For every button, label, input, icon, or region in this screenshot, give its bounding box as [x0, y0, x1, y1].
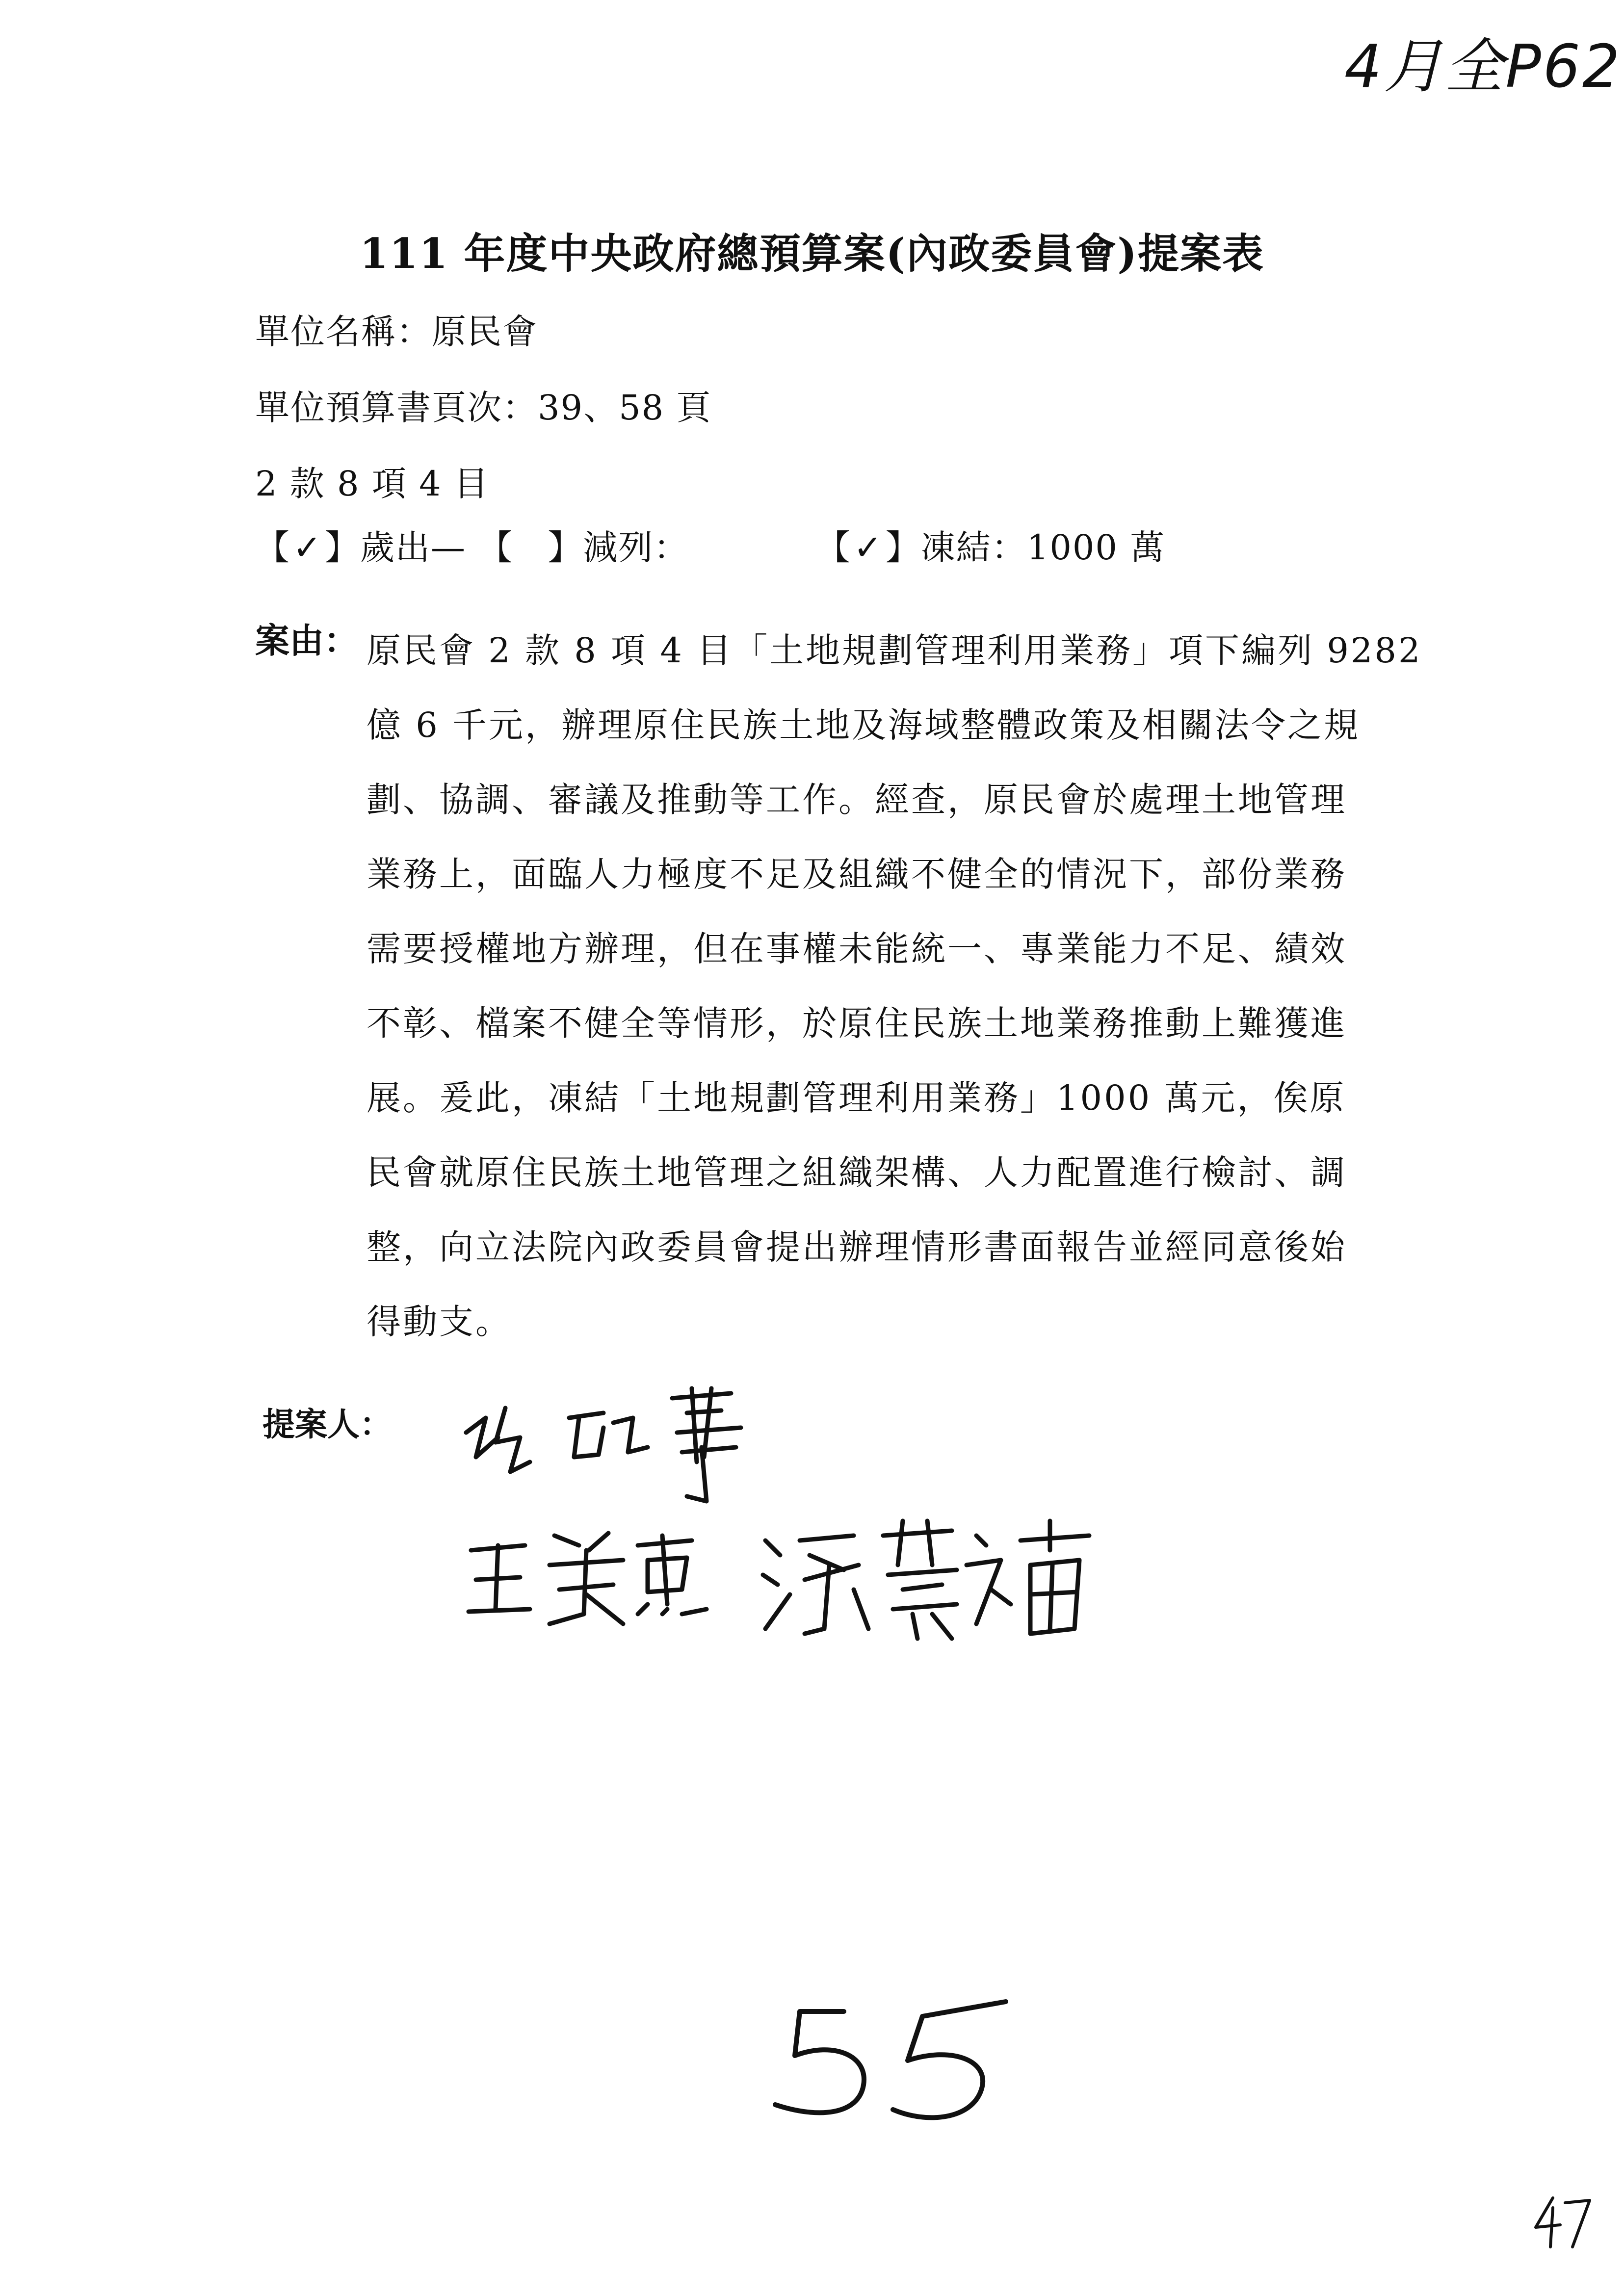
reason-line: 民會就原住民族土地管理之組織架構、人力配置進行檢討、調 — [367, 1152, 1347, 1193]
signature-2 — [461, 1516, 716, 1634]
freeze-label: 凍結：1000 萬 — [920, 527, 1166, 568]
reduce-option: 【 】減列： — [478, 527, 689, 568]
reason-line: 業務上，面臨人力極度不足及組織不健全的情況下，部份業務 — [367, 854, 1347, 894]
reason-label: 案由： — [255, 620, 358, 661]
reason-line: 原民會 2 款 8 項 4 目「土地規劃管理利用業務」項下編列 9282 — [367, 630, 1422, 671]
reason-line: 不彰、檔案不健全等情形，於原住民族土地業務推動上難獲進 — [367, 1003, 1347, 1044]
freeze-option: 【✓】凍結：1000 萬 — [815, 527, 1166, 568]
proposer-label: 提案人： — [262, 1405, 392, 1443]
reason-text — [368, 613, 1624, 1359]
reason-line: 展。爰此，凍結「土地規劃管理利用業務」1000 萬元，俟原 — [367, 1078, 1346, 1118]
budget-book-pages: 單位預算書頁次：39、58 頁 — [255, 388, 712, 428]
reason-line: 億 6 千元，辦理原住民族土地及海域整體政策及相關法令之規 — [367, 705, 1361, 745]
proposal-options — [255, 520, 1165, 570]
expenditure-checkmark: ✓ — [292, 527, 323, 568]
reason-line: 得動支。 — [367, 1302, 512, 1342]
document-title: 111 年度中央政府總預算案(內政委員會)提案表 — [359, 229, 1265, 278]
expenditure-option: 【✓】歲出— — [255, 527, 466, 568]
reduce-label: 減列： — [583, 527, 689, 568]
reason-line: 整，向立法院內政委員會提出辦理情形書面報告並經同意後始 — [367, 1227, 1347, 1267]
handwritten-corner-number — [1531, 2193, 1595, 2254]
freeze-checkmark: ✓ — [853, 527, 884, 568]
reason-line: 劃、協調、審議及推動等工作。經查，原民會於處理土地管理 — [367, 780, 1347, 820]
handwritten-header-note: 4月全P62 — [1344, 33, 1622, 101]
reason-line: 需要授權地方辦理，但在事權未能統一、專業能力不足、績效 — [367, 929, 1347, 969]
unit-name: 單位名稱：原民會 — [255, 312, 538, 352]
budget-item: 2 款 8 項 4 目 — [255, 464, 489, 504]
signature-3 — [756, 1511, 1109, 1648]
signature-1 — [456, 1374, 760, 1521]
handwritten-page-number — [765, 1982, 1021, 2131]
expenditure-label: 歲出— — [360, 527, 466, 568]
reduce-checkbox-empty — [513, 527, 548, 568]
